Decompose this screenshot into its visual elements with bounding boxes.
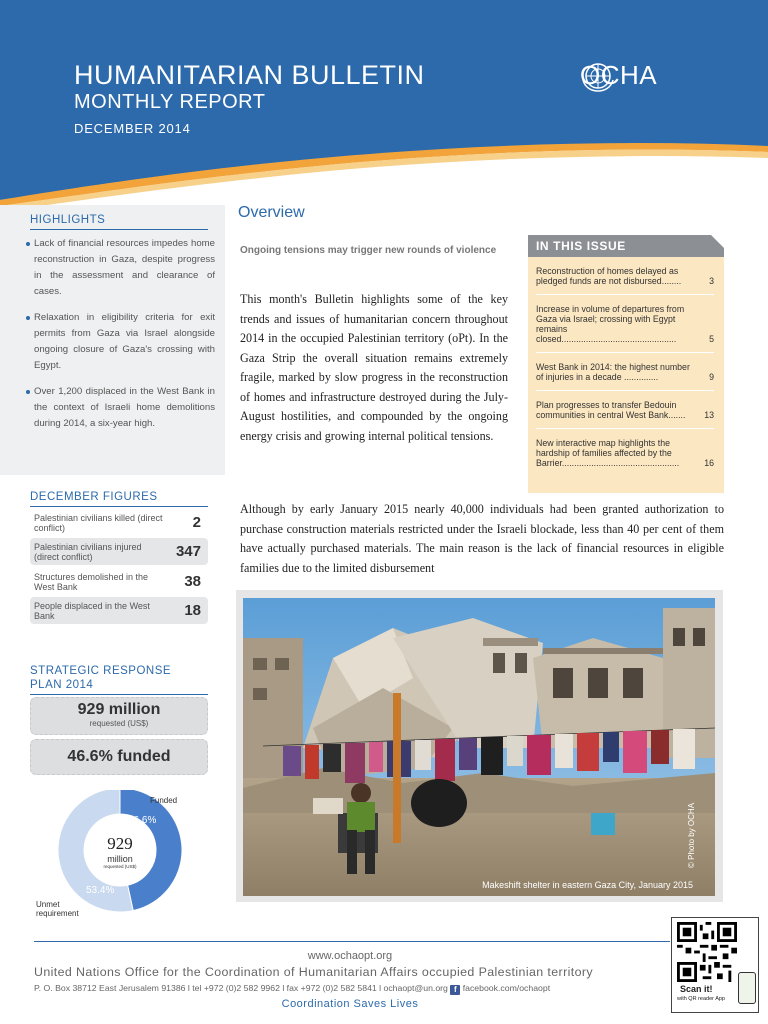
srp-heading: STRATEGIC RESPONSE PLAN 2014 [30, 665, 172, 691]
qr-code-icon [677, 922, 737, 982]
donut-funded-percent: 46.6% [128, 815, 157, 826]
highlights-list [26, 236, 215, 442]
highlights-rule [30, 229, 208, 230]
toc-item[interactable]: West Bank in 2014: the highest number of injuries in a decade .............. 9 [536, 362, 714, 391]
footer-tagline: Coordination Saves Lives [281, 998, 419, 1010]
srp-requested-box [30, 697, 208, 735]
qr-scan-text: Scan it! [680, 984, 713, 994]
footer-contact: P. O. Box 38712 East Jerusalem 91386 l tel +972 (0)2 582 9962 l fax +972 (0)2 582 5841 l ochaopt@un.org [34, 983, 448, 993]
in-this-issue-box [528, 257, 724, 493]
srp-funded-box [30, 739, 208, 775]
highlights-heading: HIGHLIGHTS [30, 214, 106, 226]
toc-item[interactable]: Reconstruction of homes delayed as pledged funds are not disbursed........ 3 [536, 266, 714, 295]
un-emblem-icon [580, 60, 616, 92]
donut-center-note: requested (US$) [103, 864, 137, 869]
figure-label: Structures demolished in the West Bank [34, 571, 149, 592]
toc-page: 13 [704, 410, 714, 420]
toc-page: 5 [709, 334, 714, 344]
toc-item[interactable]: New interactive map highlights the hardship of families affected by the Barrier................................................ 16 [536, 438, 714, 468]
in-this-issue-heading: IN THIS ISSUE [528, 235, 724, 257]
bullet-icon [26, 390, 30, 394]
toc-page: 9 [709, 372, 714, 382]
figure-value: 38 [184, 573, 201, 590]
figure-label: Palestinian civilians killed (direct conflict) [34, 512, 163, 533]
photo-credit: © Photo by OCHA [687, 802, 696, 868]
overview-paragraph-1: This month's Bulletin highlights some of the key trends and issues of humanitarian concern throughout 2014 in the occupied Palestinian territory (oPt). In the Gaza Strip the overall situation remains extremely fragile, marked by slow progress in the reconstruction of homes and infrastructure destroyed during the July-August hostilities, and compounded by the ongoing energy crisis and growing internal political tensions. [240, 292, 508, 443]
funding-donut-chart [30, 790, 210, 930]
ocha-logo[interactable] [580, 60, 657, 91]
phone-icon [738, 972, 756, 1004]
figure-label: People displaced in the West Bank [34, 600, 150, 621]
overview-paragraph-2: Although by early January 2015 nearly 40,000 individuals had been granted authorization to purchase construction materials restricted under the Israeli blockade, less than 40 per cent of them have actually purchased materials. The main reason is the lack of financial resources in eligible families due to the limited disbursement [240, 502, 724, 575]
december-figures-heading: DECEMBER FIGURES [30, 491, 158, 503]
footer-address [34, 983, 674, 995]
donut-center-value: 929 [107, 834, 133, 853]
toc-item[interactable]: Plan progresses to transfer Bedouin communities in central West Bank....... 13 [536, 400, 714, 429]
folded-corner-icon [711, 235, 724, 248]
december-figures-rule [30, 506, 208, 507]
list-item: Relaxation in eligibility criteria for exit permits from Gaza via Israel alongside ongoing closure of Gaza's crossing with Egypt. [26, 310, 215, 374]
list-item: Lack of financial resources impedes home reconstruction in Gaza, despite progress in the assessment and clearance of cases. [26, 236, 215, 300]
figure-row [30, 538, 208, 565]
srp-requested-amount: 929 million [77, 701, 161, 718]
toc-page: 16 [704, 458, 714, 468]
figure-row [30, 597, 208, 624]
footer-rule [34, 941, 670, 942]
bullet-icon [26, 242, 30, 246]
qr-sub-text: with QR reader App [677, 996, 725, 1002]
srp-funded-label: 46.6% funded [67, 748, 171, 765]
figure-value: 18 [184, 602, 201, 619]
footer-facebook-link[interactable]: facebook.com/ochaopt [462, 983, 551, 993]
donut-unmet-caption: Unmet requirement [36, 900, 79, 918]
overview-title: Overview [238, 204, 305, 221]
report-date: DECEMBER 2014 [74, 121, 191, 136]
header-banner [0, 0, 768, 205]
donut-unmet-percent: 53.4% [86, 885, 115, 896]
figure-row [30, 509, 208, 536]
qr-code[interactable] [671, 917, 759, 1013]
figure-row [30, 568, 208, 595]
footer-organization: United Nations Office for the Coordination of Humanitarian Affairs occupied Palestinian territory [34, 965, 594, 979]
logo-text: OCHA [580, 60, 658, 90]
toc-item[interactable]: Increase in volume of departures from Gaza via Israel; crossing with Egypt remains closed............................................... 5 [536, 304, 714, 353]
photo-illustration [243, 598, 715, 896]
gaza-shelter-photo [243, 598, 715, 896]
figure-value: 2 [192, 514, 201, 531]
overview-teaser: Ongoing tensions may trigger new rounds of violence [240, 245, 497, 256]
toc-page: 3 [709, 276, 714, 286]
facebook-icon[interactable]: f [450, 985, 460, 995]
bullet-icon [26, 316, 30, 320]
report-title: HUMANITARIAN BULLETIN [74, 60, 425, 90]
figure-value: 347 [175, 543, 201, 560]
donut-funded-caption: Funded [150, 796, 178, 805]
list-item: Over 1,200 displaced in the West Bank in the context of Israeli home demolitions during 2014, a six-year high. [26, 384, 215, 432]
srp-rule [30, 694, 208, 695]
donut-center [100, 834, 140, 869]
report-subtitle: MONTHLY REPORT [74, 91, 266, 113]
donut-center-unit: million [107, 854, 133, 864]
footer-website-link[interactable]: www.ochaopt.org [307, 950, 393, 962]
figure-label: Palestinian civilians injured (direct conflict) [34, 541, 142, 562]
photo-caption: Makeshift shelter in eastern Gaza City, January 2015 [482, 880, 693, 890]
srp-requested-label: requested (US$) [89, 719, 149, 728]
